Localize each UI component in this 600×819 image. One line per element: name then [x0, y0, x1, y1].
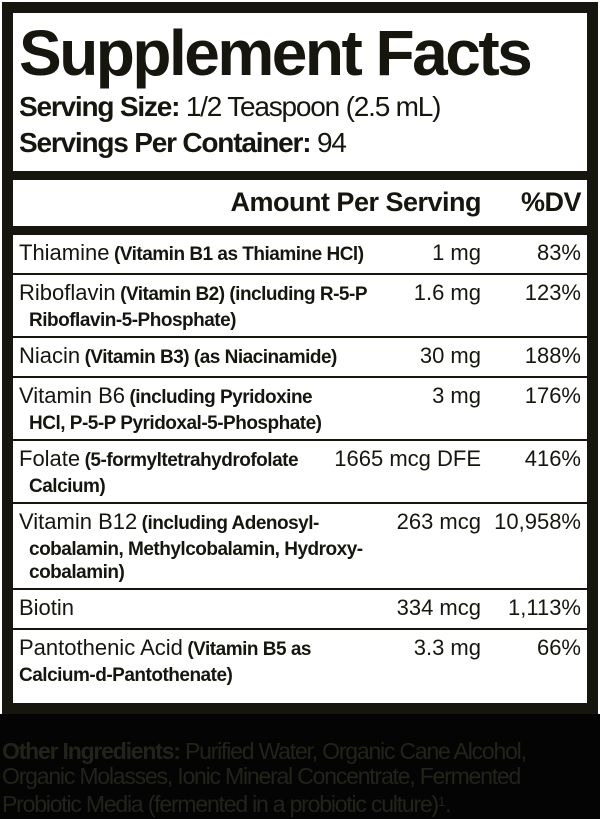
other-ingredients-line3: [2, 789, 600, 817]
nutrient-detail: (5-formyltetrahydrofolate: [84, 450, 299, 471]
nutrient-amount: 1.6 mg: [413, 280, 481, 305]
table-row-vitamin-b6: [13, 378, 587, 441]
nutrient-dv: 416%: [524, 446, 581, 471]
nutrient-detail: (Vitamin B3) (as Niacinamide): [84, 347, 337, 368]
nutrient-detail: (Vitamin B1 as Thiamine HCl): [113, 244, 364, 265]
table-row-niacin: [13, 338, 587, 378]
column-header-dv: %DV: [520, 187, 581, 217]
nutrient-name-cell: [19, 383, 432, 435]
nutrient-amount: 1665 mcg DFE: [334, 446, 481, 471]
nutrient-name: Vitamin B6: [19, 383, 125, 408]
other-ingredients-line1-text: Purified Water, Organic Cane Alcohol,: [179, 738, 526, 764]
nutrient-name-cell: [19, 240, 432, 269]
nutrient-name-cell: [19, 343, 420, 372]
nutrient-detail-line2: Calcium-d-Pantothenate): [19, 665, 233, 686]
nutrient-name-cell: [19, 280, 414, 332]
nutrient-name: Pantothenic Acid: [19, 635, 183, 660]
thick-divider-header: [13, 226, 587, 235]
column-header-amount: Amount Per Serving: [230, 187, 481, 217]
nutrient-dv: 176%: [524, 383, 581, 408]
table-row-folate: [13, 441, 587, 504]
servings-per-container-value: 94: [310, 127, 346, 158]
table-row-biotin: [13, 590, 587, 630]
nutrient-detail: (including Pyridoxine: [129, 387, 313, 408]
nutrient-amount: 263 mcg: [396, 509, 481, 534]
panel-title: Supplement Facts: [19, 17, 531, 89]
other-ingredients-panel: [0, 714, 600, 819]
nutrient-name: Vitamin B12: [19, 509, 138, 534]
nutrient-amount: 3 mg: [432, 383, 481, 408]
table-row-thiamine: [13, 235, 587, 275]
table-row-riboflavin: [13, 275, 587, 338]
other-ingredients-line2: Organic Molasses, Ionic Mineral Concentrate, Fermented: [2, 763, 521, 789]
nutrient-detail: (Vitamin B2) (including R-5-P: [120, 284, 367, 305]
nutrient-amount: 30 mg: [419, 343, 481, 368]
nutrient-dv: 10,958%: [494, 509, 581, 534]
nutrient-dv: 1,113%: [508, 595, 581, 620]
table-header-row: [19, 180, 581, 226]
nutrient-dv: 66%: [536, 635, 581, 660]
table-row-pantothenic-acid: [13, 630, 587, 691]
table-row-vitamin-b12: [13, 504, 587, 590]
nutrient-detail-line2: HCl, P-5-P Pyridoxal-5-Phosphate): [29, 413, 322, 434]
serving-size-label: Serving Size:: [19, 91, 180, 122]
nutrient-name: Folate: [19, 446, 81, 471]
footnote-superscript: 1: [438, 794, 446, 809]
nutrient-dv: 83%: [536, 240, 581, 265]
nutrient-detail-line2: Riboflavin-5-Phosphate): [29, 310, 237, 331]
other-ingredients-line3-period: .: [445, 791, 451, 817]
other-ingredients-line3-text: Probiotic Media (fermented in a probiotic culture): [2, 791, 439, 817]
supplement-facts-panel: [2, 2, 598, 714]
other-ingredients-label: Other Ingredients:: [2, 738, 180, 764]
nutrient-detail-line3: cobalamin): [29, 562, 125, 583]
nutrient-name-cell: [19, 446, 334, 498]
nutrient-amount: 1 mg: [432, 240, 481, 265]
nutrient-dv: 123%: [524, 280, 581, 305]
nutrient-detail: (including Adenosyl-: [141, 513, 319, 534]
nutrient-name-cell: [19, 635, 414, 687]
nutrient-name: Thiamine: [19, 240, 110, 265]
other-ingredients-line1: [2, 739, 600, 764]
nutrient-detail-line2: cobalamin, Methylcobalamin, Hydroxy-: [29, 539, 363, 560]
serving-size-value: 1/2 Teaspoon (2.5 mL): [179, 91, 441, 122]
nutrient-name-cell: [19, 509, 397, 584]
nutrient-name: Riboflavin: [19, 280, 116, 305]
nutrient-table: [13, 235, 587, 691]
nutrient-name: Niacin: [19, 343, 81, 368]
nutrient-name-cell: [19, 595, 397, 624]
nutrient-amount: 3.3 mg: [413, 635, 481, 660]
serving-size-line: [19, 89, 581, 125]
servings-per-container-line: [19, 125, 581, 161]
nutrient-dv: 188%: [524, 343, 581, 368]
nutrient-detail: (Vitamin B5 as: [187, 639, 311, 660]
nutrient-amount: 334 mcg: [396, 595, 481, 620]
nutrient-name: Biotin: [19, 595, 75, 620]
nutrient-detail-line2: Calcium): [29, 476, 106, 497]
thick-divider-top: [13, 171, 587, 180]
servings-per-container-label: Servings Per Container:: [19, 127, 311, 158]
